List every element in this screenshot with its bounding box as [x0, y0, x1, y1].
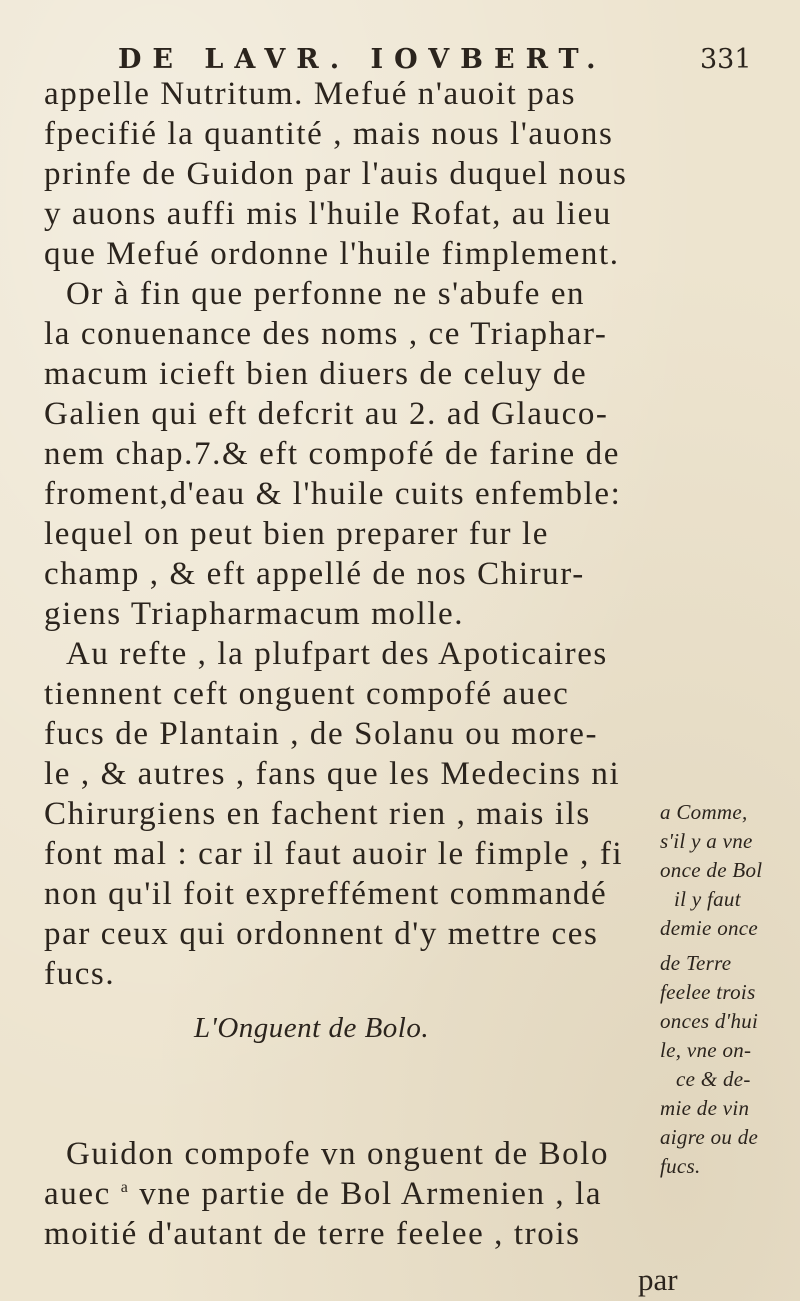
margin-note-line: le, vne on-: [660, 1038, 752, 1062]
margin-note-line: feelee trois: [660, 980, 756, 1004]
margin-note-line: il y faut: [674, 887, 741, 911]
body-line: lequel on peut bien preparer fur le: [44, 516, 549, 552]
margin-note-line: mie de vin: [660, 1096, 750, 1120]
body-line: giens Triapharmacum molle.: [44, 596, 465, 632]
body-line: non qu'il foit expreffément commandé: [44, 876, 608, 912]
section-heading: L'Onguent de Bolo.: [194, 1012, 430, 1044]
body-line: Or à fin que perfonne ne s'abufe en: [66, 276, 586, 312]
body-line: tiennent ceft onguent compofé auec: [44, 676, 570, 712]
body-line: que Mefué ordonne l'huile fimplement.: [44, 236, 620, 272]
body-line: fucs.: [44, 956, 116, 992]
body-line: y auons auffi mis l'huile Rofat, au lieu: [44, 196, 612, 232]
body-line: froment,d'eau & l'huile cuits enfemble:: [44, 476, 622, 512]
body-line: par ceux qui ordonnent d'y mettre ces: [44, 916, 599, 952]
margin-note-line: once de Bol: [660, 858, 763, 882]
text-run: auec: [44, 1176, 121, 1212]
body-line: appelle Nutritum. Mefué n'auoit pas: [44, 76, 577, 112]
body-line: prinfe de Guidon par l'auis duquel nous: [44, 156, 628, 192]
page-number: 331: [700, 44, 752, 75]
margin-note-line: de Terre: [660, 951, 732, 975]
margin-note-line: ce & de-: [676, 1067, 751, 1091]
body-line: moitié d'autant de terre feelee , trois: [44, 1216, 581, 1252]
body-line: Guidon compofe vn onguent de Bolo: [66, 1136, 610, 1172]
margin-note-line: a Comme,: [660, 800, 748, 824]
margin-note-line: demie once: [660, 916, 759, 940]
catchword: par: [638, 1262, 678, 1297]
body-line: Au refte , la plufpart des Apoticaires: [66, 636, 608, 672]
body-line: Chirurgiens en fachent rien , mais ils: [44, 796, 591, 832]
body-line: [44, 1176, 602, 1213]
body-line: fpecifié la quantité , mais nous l'auons: [44, 116, 614, 152]
body-line: Galien qui eft defcrit au 2. ad Glauco-: [44, 396, 609, 432]
body-line: la conuenance des noms , ce Triaphar-: [44, 316, 608, 352]
text-run: vne partie de Bol Armenien , la: [129, 1176, 603, 1212]
body-line: fucs de Plantain , de Solanu ou more-: [44, 716, 599, 752]
margin-note-line: onces d'hui: [660, 1009, 759, 1033]
body-line: le , & autres , fans que les Medecins ni: [44, 756, 621, 792]
running-title: DE LAVR. IOVBERT.: [118, 44, 607, 75]
margin-note-line: s'il y a vne: [660, 829, 753, 853]
body-line: champ , & eft appellé de nos Chirur-: [44, 556, 585, 592]
body-line: nem chap.7.& eft compofé de farine de: [44, 436, 620, 472]
body-line: font mal : car il faut auoir le fimple , fi: [44, 836, 624, 872]
margin-note-line: aigre ou de: [660, 1125, 759, 1149]
note-reference-marker: a: [120, 1179, 130, 1196]
body-line: macum icieft bien diuers de celuy de: [44, 356, 588, 392]
margin-note-line: fucs.: [660, 1154, 701, 1178]
